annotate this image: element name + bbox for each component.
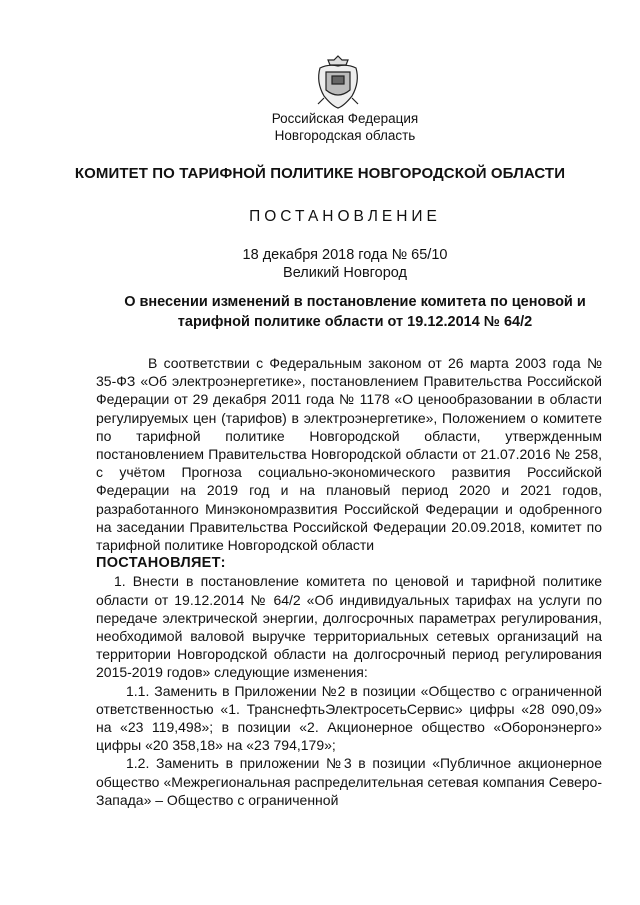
- date-number: 18 декабря 2018 года № 65/10: [242, 247, 448, 263]
- region-name: Новгородская область: [274, 128, 416, 143]
- decree-heading: ПОСТАНОВЛЯЕТ:: [96, 555, 226, 572]
- item-1-paragraph: 1. Внести в постановление комитета по ценовой и тарифной политике области от 19.12.2014 № 64/2 «Об индивидуальных тарифах на услуги по передаче электрической энергии, долгосрочных параметрах регулирования, необходимой валовой выручке территориальных сетевых организаций на территории Новгородской области на долгосрочный период регулирования 2015-2019 годов» следующие изменения:: [96, 573, 602, 681]
- country-name: Российская Федерация: [271, 111, 419, 126]
- item-1-2-paragraph: 1.2. Заменить в приложении №3 в позиции «Публичное акционерное общество «Межрегиональная распределительная сетевая компания Северо-Запада» – Общество с ограниченной: [96, 755, 602, 808]
- committee-title: КОМИТЕТ ПО ТАРИФНОЙ ПОЛИТИКЕ НОВГОРОДСКОЙ ОБЛАСТИ: [74, 165, 566, 182]
- document-body: [96, 354, 602, 809]
- document-type: ПОСТАНОВЛЕНИЕ: [249, 208, 441, 225]
- preamble-paragraph: В соответствии с Федеральным законом от 26 марта 2003 года № 35-ФЗ «Об электроэнергетике», постановлением Правительства Российской Федерации от 29 декабря 2011 года № 1178 «О ценообразовании в области регулируемых цен (тарифов) в электроэнергетике», Положением о комитете по тарифной политике Новгородской области, утвержденным постановлением Правительства Новгородской области от 21.07.2016 № 258, с учётом Прогноза социально-экономического развития Российской Федерации на 2019 год и на плановый период 2020 и 2021 годов, разработанного Минэкономразвития Российской Федерации и одобренного на заседании Правительства Российской Федерации 20.09.2018, комитет по тарифной политике Новгородской области: [96, 355, 602, 554]
- document-subject: О внесении изменений в постановление комитета по ценовой и тарифной политике области от 19.12.2014 № 64/2: [124, 294, 586, 330]
- city: Великий Новгород: [283, 265, 407, 281]
- coat-of-arms-icon: [312, 52, 364, 110]
- issuer-block: [0, 110, 640, 144]
- date-block: [0, 246, 640, 282]
- item-1-1-paragraph: 1.1. Заменить в Приложении №2 в позиции «Общество с ограниченной ответственностью «1. ТранснефтьЭлектросетьСервис» цифры «28 090,09» на «23 119,498»; в позиции «2. Акционерное общество «Оборонэнерго» цифры «20 358,18» на «23 794,179»;: [96, 682, 602, 754]
